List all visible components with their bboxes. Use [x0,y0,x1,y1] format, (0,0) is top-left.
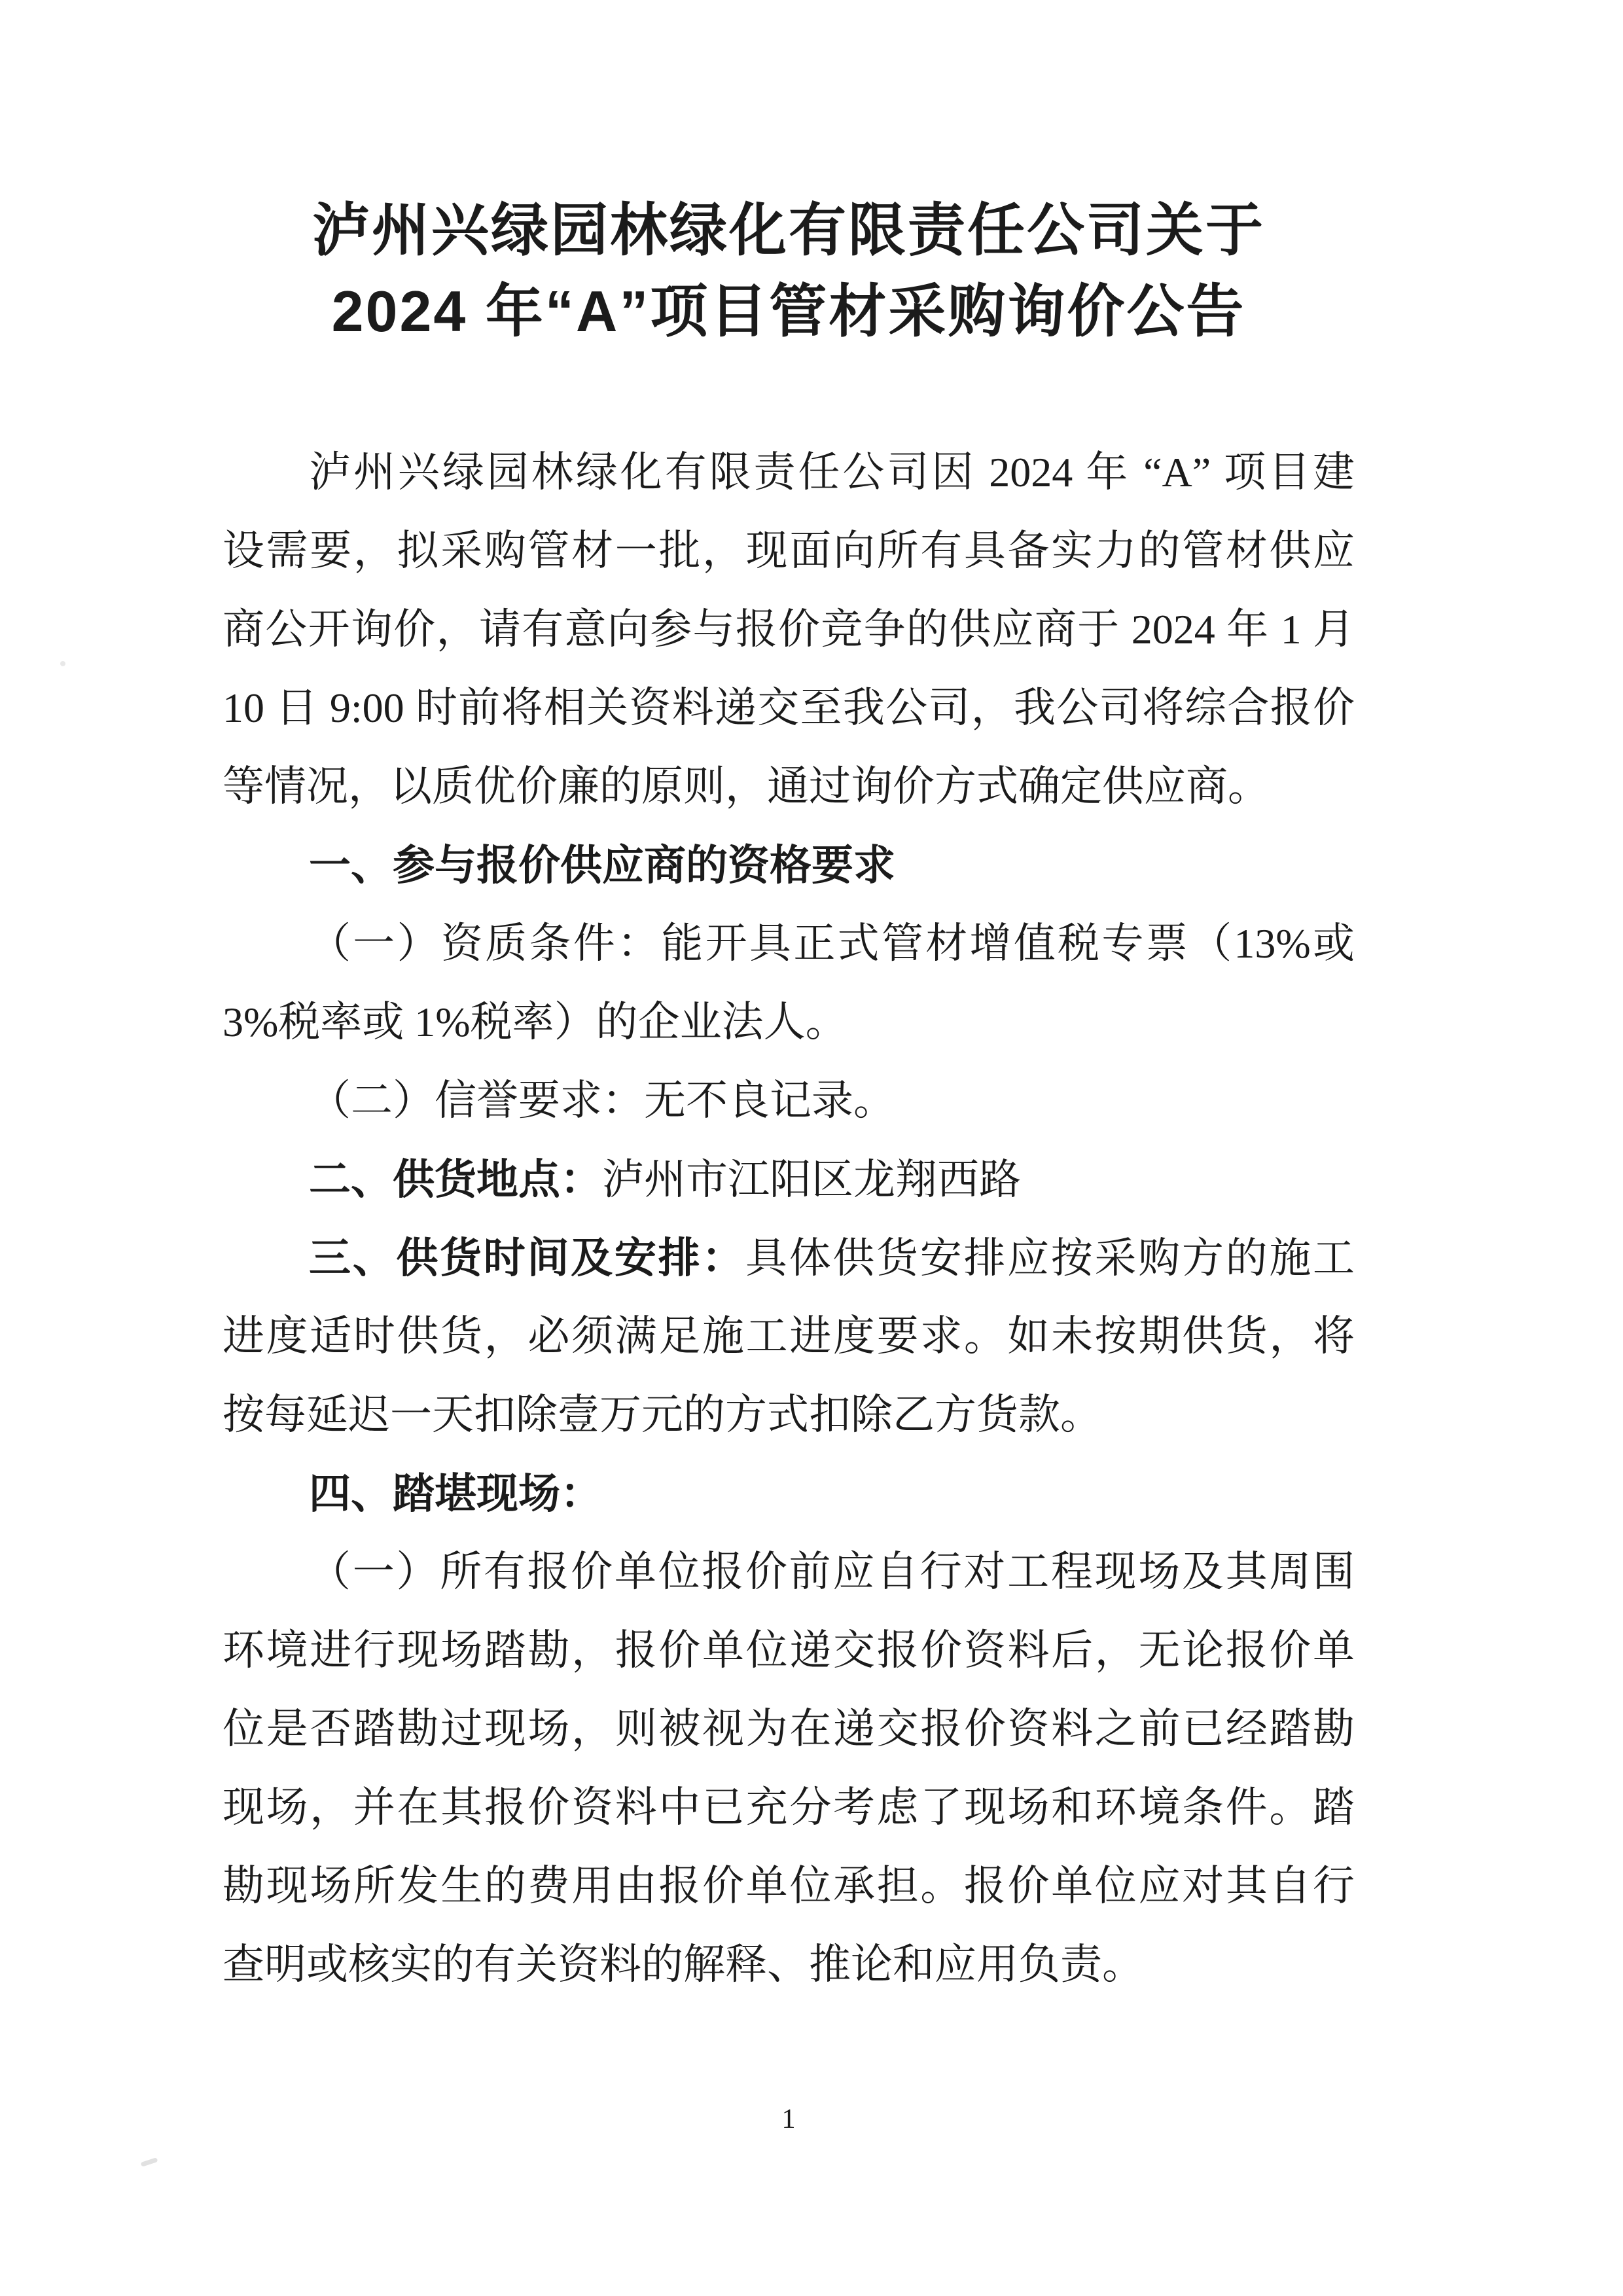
text-line [223,1611,1355,1690]
text-line [223,1376,1355,1454]
text-line [223,983,1355,1062]
page-footer [223,2100,1355,2139]
document-title [223,0,1355,352]
text-run: 设需要，拟采购管材一批，现面向所有具备实力的管材供应 [223,528,1355,574]
text-run: 现场，并在其报价资料中已充分考虑了现场和环境条件。踏 [223,1784,1355,1831]
text-line [223,747,1355,826]
text-line [223,1219,1355,1297]
text-line [223,512,1355,590]
text-run: （二）信誉要求：无不良记录。 [309,1077,895,1124]
text-run: 泸州兴绿园林绿化有限责任公司因 2024 年 “A” 项目建 [309,449,1355,495]
text-run-bold: 四、踏堪现场： [309,1470,602,1517]
text-line [223,1926,1355,2004]
text-run: （一）资质条件：能开具正式管材增值税专票（13%或 [309,920,1355,967]
text-run-bold: 一、参与报价供应商的资格要求 [309,842,895,889]
text-line [223,1768,1355,1847]
text-run: （一）所有报价单位报价前应自行对工程现场及其周围 [309,1549,1355,1595]
text-run: 具体供货安排应按采购方的施工 [745,1235,1355,1282]
text-run-bold: 三、供货时间及安排： [309,1234,745,1282]
text-run: 勘现场所发生的费用由报价单位承担。报价单位应对其自行 [223,1863,1355,1909]
text-run: 3%税率或 1%税率）的企业法人。 [223,999,847,1045]
text-run: 等情况，以质优价廉的原则，通过询价方式确定供应商。 [223,763,1270,810]
text-line [223,1454,1355,1533]
document-body [223,433,1355,2004]
text-run: 位是否踏勘过现场，则被视为在递交报价资料之前已经踏勘 [223,1706,1355,1752]
text-line [223,1297,1355,1376]
text-run: 进度适时供货，必须满足施工进度要求。如未按期供货，将 [223,1313,1355,1359]
scan-artifact [60,661,65,666]
document-title-line-2: 2024 年“A”项目管材采购询价公告 [331,279,1246,344]
scan-artifact [141,2157,158,2167]
text-line [223,590,1355,669]
text-run: 10 日 9:00 时前将相关资料递交至我公司，我公司将综合报价 [223,685,1355,731]
text-line [223,1533,1355,1611]
text-line [223,1062,1355,1140]
text-line [223,1690,1355,1768]
text-run: 按每延迟一天扣除壹万元的方式扣除乙方货款。 [223,1391,1102,1438]
text-line [223,1847,1355,1926]
text-line [223,905,1355,983]
text-run-bold: 二、供货地点： [309,1156,602,1203]
document-title-line-1: 泸州兴绿园林绿化有限责任公司关于 [312,198,1265,262]
text-run: 商公开询价，请有意向参与报价竞争的供应商于 2024 年 1 月 [223,606,1355,653]
text-run: 环境进行现场踏勘，报价单位递交报价资料后，无论报价单 [223,1627,1355,1674]
text-line [223,826,1355,905]
text-run: 泸州市江阳区龙翔西路 [602,1157,1021,1203]
page-number: 1 [781,2104,796,2134]
text-line [223,669,1355,747]
text-run: 查明或核实的有关资料的解释、推论和应用负责。 [223,1941,1144,1988]
text-line [223,1140,1355,1219]
text-line [223,433,1355,512]
